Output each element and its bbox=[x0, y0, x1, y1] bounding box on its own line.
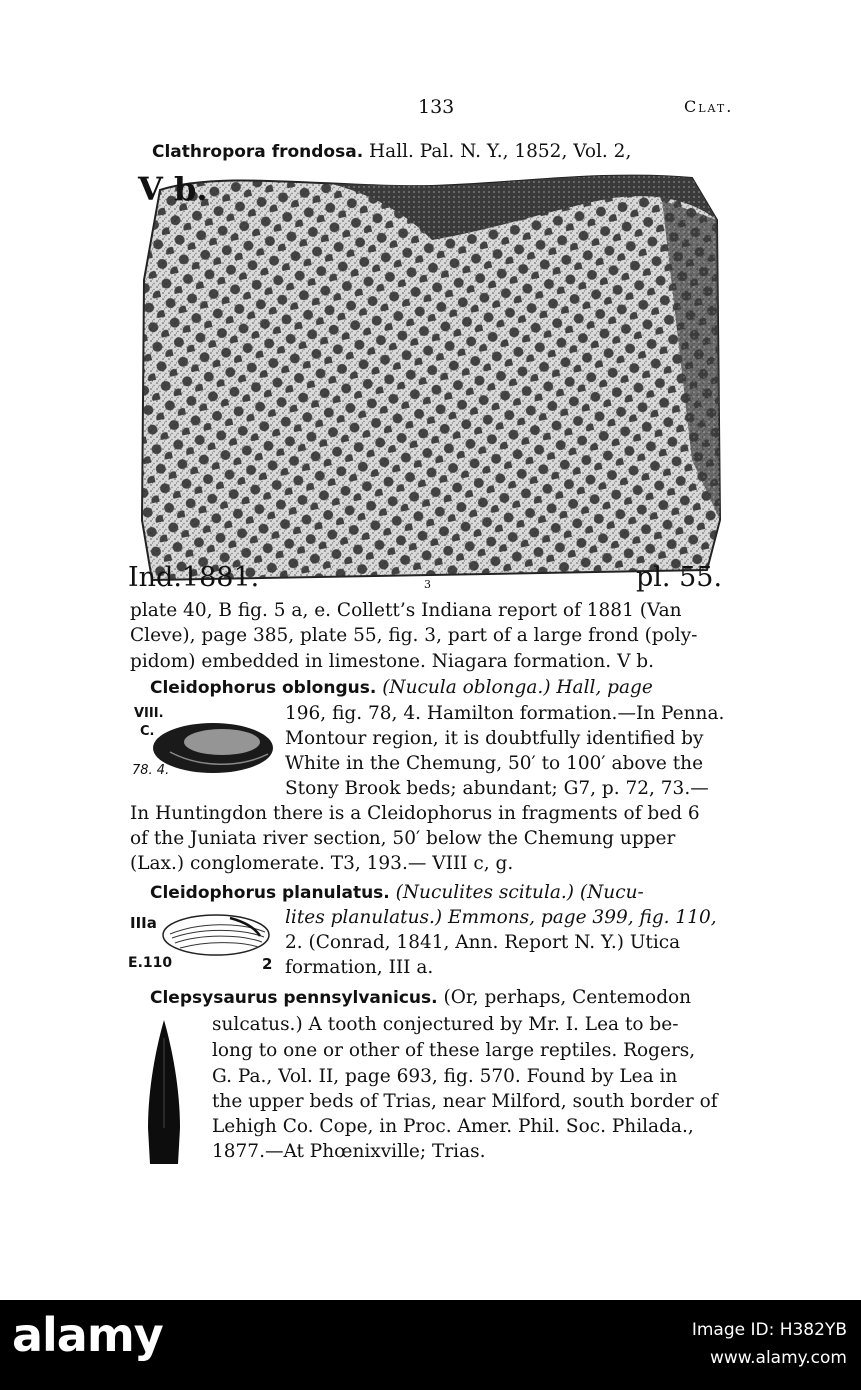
clepsysaurus-heading bbox=[150, 985, 755, 1011]
clathropora-name: Clathropora frondosa. bbox=[152, 142, 364, 162]
tooth-figure bbox=[144, 1018, 184, 1166]
oblongus-fig-label-bottom: 78. 4. bbox=[132, 763, 170, 778]
clathropora-line-3: pidom) embedded in limestone. Niagara formation. V b. bbox=[130, 651, 655, 672]
oblongus-fig-label-top: VIII. bbox=[134, 706, 164, 721]
clathropora-ref: Hall. Pal. N. Y., 1852, Vol. 2, bbox=[369, 141, 632, 162]
planulatus-name: Cleidophorus planulatus. bbox=[150, 883, 390, 903]
clathropora-line-2: Cleve), page 385, plate 55, fig. 3, part of a large frond (poly- bbox=[130, 625, 698, 646]
clathropora-figure bbox=[132, 160, 727, 600]
planulatus-line-3: formation, III a. bbox=[285, 957, 434, 978]
alamy-logo: alamy bbox=[12, 1308, 163, 1362]
planulatus-line-1 bbox=[285, 905, 735, 931]
oblongus-name: Cleidophorus oblongus. bbox=[150, 678, 377, 698]
oblongus-fig-label-mid: C. bbox=[140, 724, 155, 739]
oblongus-shell-figure bbox=[150, 718, 275, 776]
planulatus-line-1-text: lites planulatus.) Emmons, page 399, fig. 110, bbox=[285, 907, 717, 928]
clepsysaurus-line-5: Lehigh Co. Cope, in Proc. Amer. Phil. Soc. Philada., bbox=[212, 1116, 694, 1137]
oblongus-line-7: (Lax.) conglomerate. T3, 193.— VIII c, g. bbox=[130, 853, 514, 874]
oblongus-line-6: of the Juniata river section, 50′ below the Chemung upper bbox=[130, 828, 676, 849]
planulatus-head-rest: (Nuculites scitula.) (Nucu- bbox=[395, 882, 644, 903]
planulatus-fig-label-bottom: E.110 bbox=[128, 955, 173, 971]
figure-center-label: 3 bbox=[424, 578, 431, 591]
image-id: Image ID: H382YB bbox=[691, 1320, 847, 1340]
planulatus-heading bbox=[150, 880, 755, 906]
oblongus-line-4: Stony Brook beds; abundant; G7, p. 72, 73.— bbox=[285, 778, 709, 799]
alamy-url: www.alamy.com bbox=[709, 1348, 847, 1368]
planulatus-fig-label-num: 2 bbox=[262, 955, 273, 973]
running-head: Clat. bbox=[684, 97, 734, 116]
planulatus-line-2: 2. (Conrad, 1841, Ann. Report N. Y.) Utica bbox=[285, 932, 681, 953]
clepsysaurus-head-rest: (Or, perhaps, Centemodon bbox=[443, 987, 692, 1008]
oblongus-line-1: 196, fig. 78, 4. Hamilton formation.—In Penna. bbox=[285, 703, 725, 724]
figure-right-label: pl. 55. bbox=[636, 562, 723, 593]
clepsysaurus-name: Clepsysaurus pennsylvanicus. bbox=[150, 988, 438, 1008]
figure-left-label: Ind.1881. bbox=[128, 562, 260, 593]
clepsysaurus-line-2: long to one or other of these large reptiles. Rogers, bbox=[212, 1040, 696, 1061]
fig-mark: V b. bbox=[138, 170, 208, 208]
watermark-footer bbox=[0, 1300, 861, 1390]
clathropora-line-1: plate 40, B fig. 5 a, e. Collett’s Indiana report of 1881 (Van bbox=[130, 600, 682, 621]
planulatus-shell-figure bbox=[160, 910, 272, 960]
oblongus-heading bbox=[150, 675, 755, 701]
oblongus-line-2: Montour region, it is doubtfully identified by bbox=[285, 728, 704, 749]
oblongus-head-rest: (Nucula oblonga.) Hall, page bbox=[382, 677, 653, 698]
oblongus-line-5: In Huntingdon there is a Cleidophorus in fragments of bed 6 bbox=[130, 803, 700, 824]
clepsysaurus-line-1: sulcatus.) A tooth conjectured by Mr. I. Lea to be- bbox=[212, 1014, 679, 1035]
clepsysaurus-line-4: the upper beds of Trias, near Milford, south border of bbox=[212, 1091, 718, 1112]
oblongus-line-3: White in the Chemung, 50′ to 100′ above the bbox=[285, 753, 704, 774]
clepsysaurus-line-3: G. Pa., Vol. II, page 693, fig. 570. Found by Lea in bbox=[212, 1066, 678, 1087]
clepsysaurus-line-6: 1877.—At Phœnixville; Trias. bbox=[212, 1141, 486, 1162]
planulatus-fig-label-top: IIIa bbox=[130, 914, 157, 932]
page-number: 133 bbox=[418, 96, 455, 118]
